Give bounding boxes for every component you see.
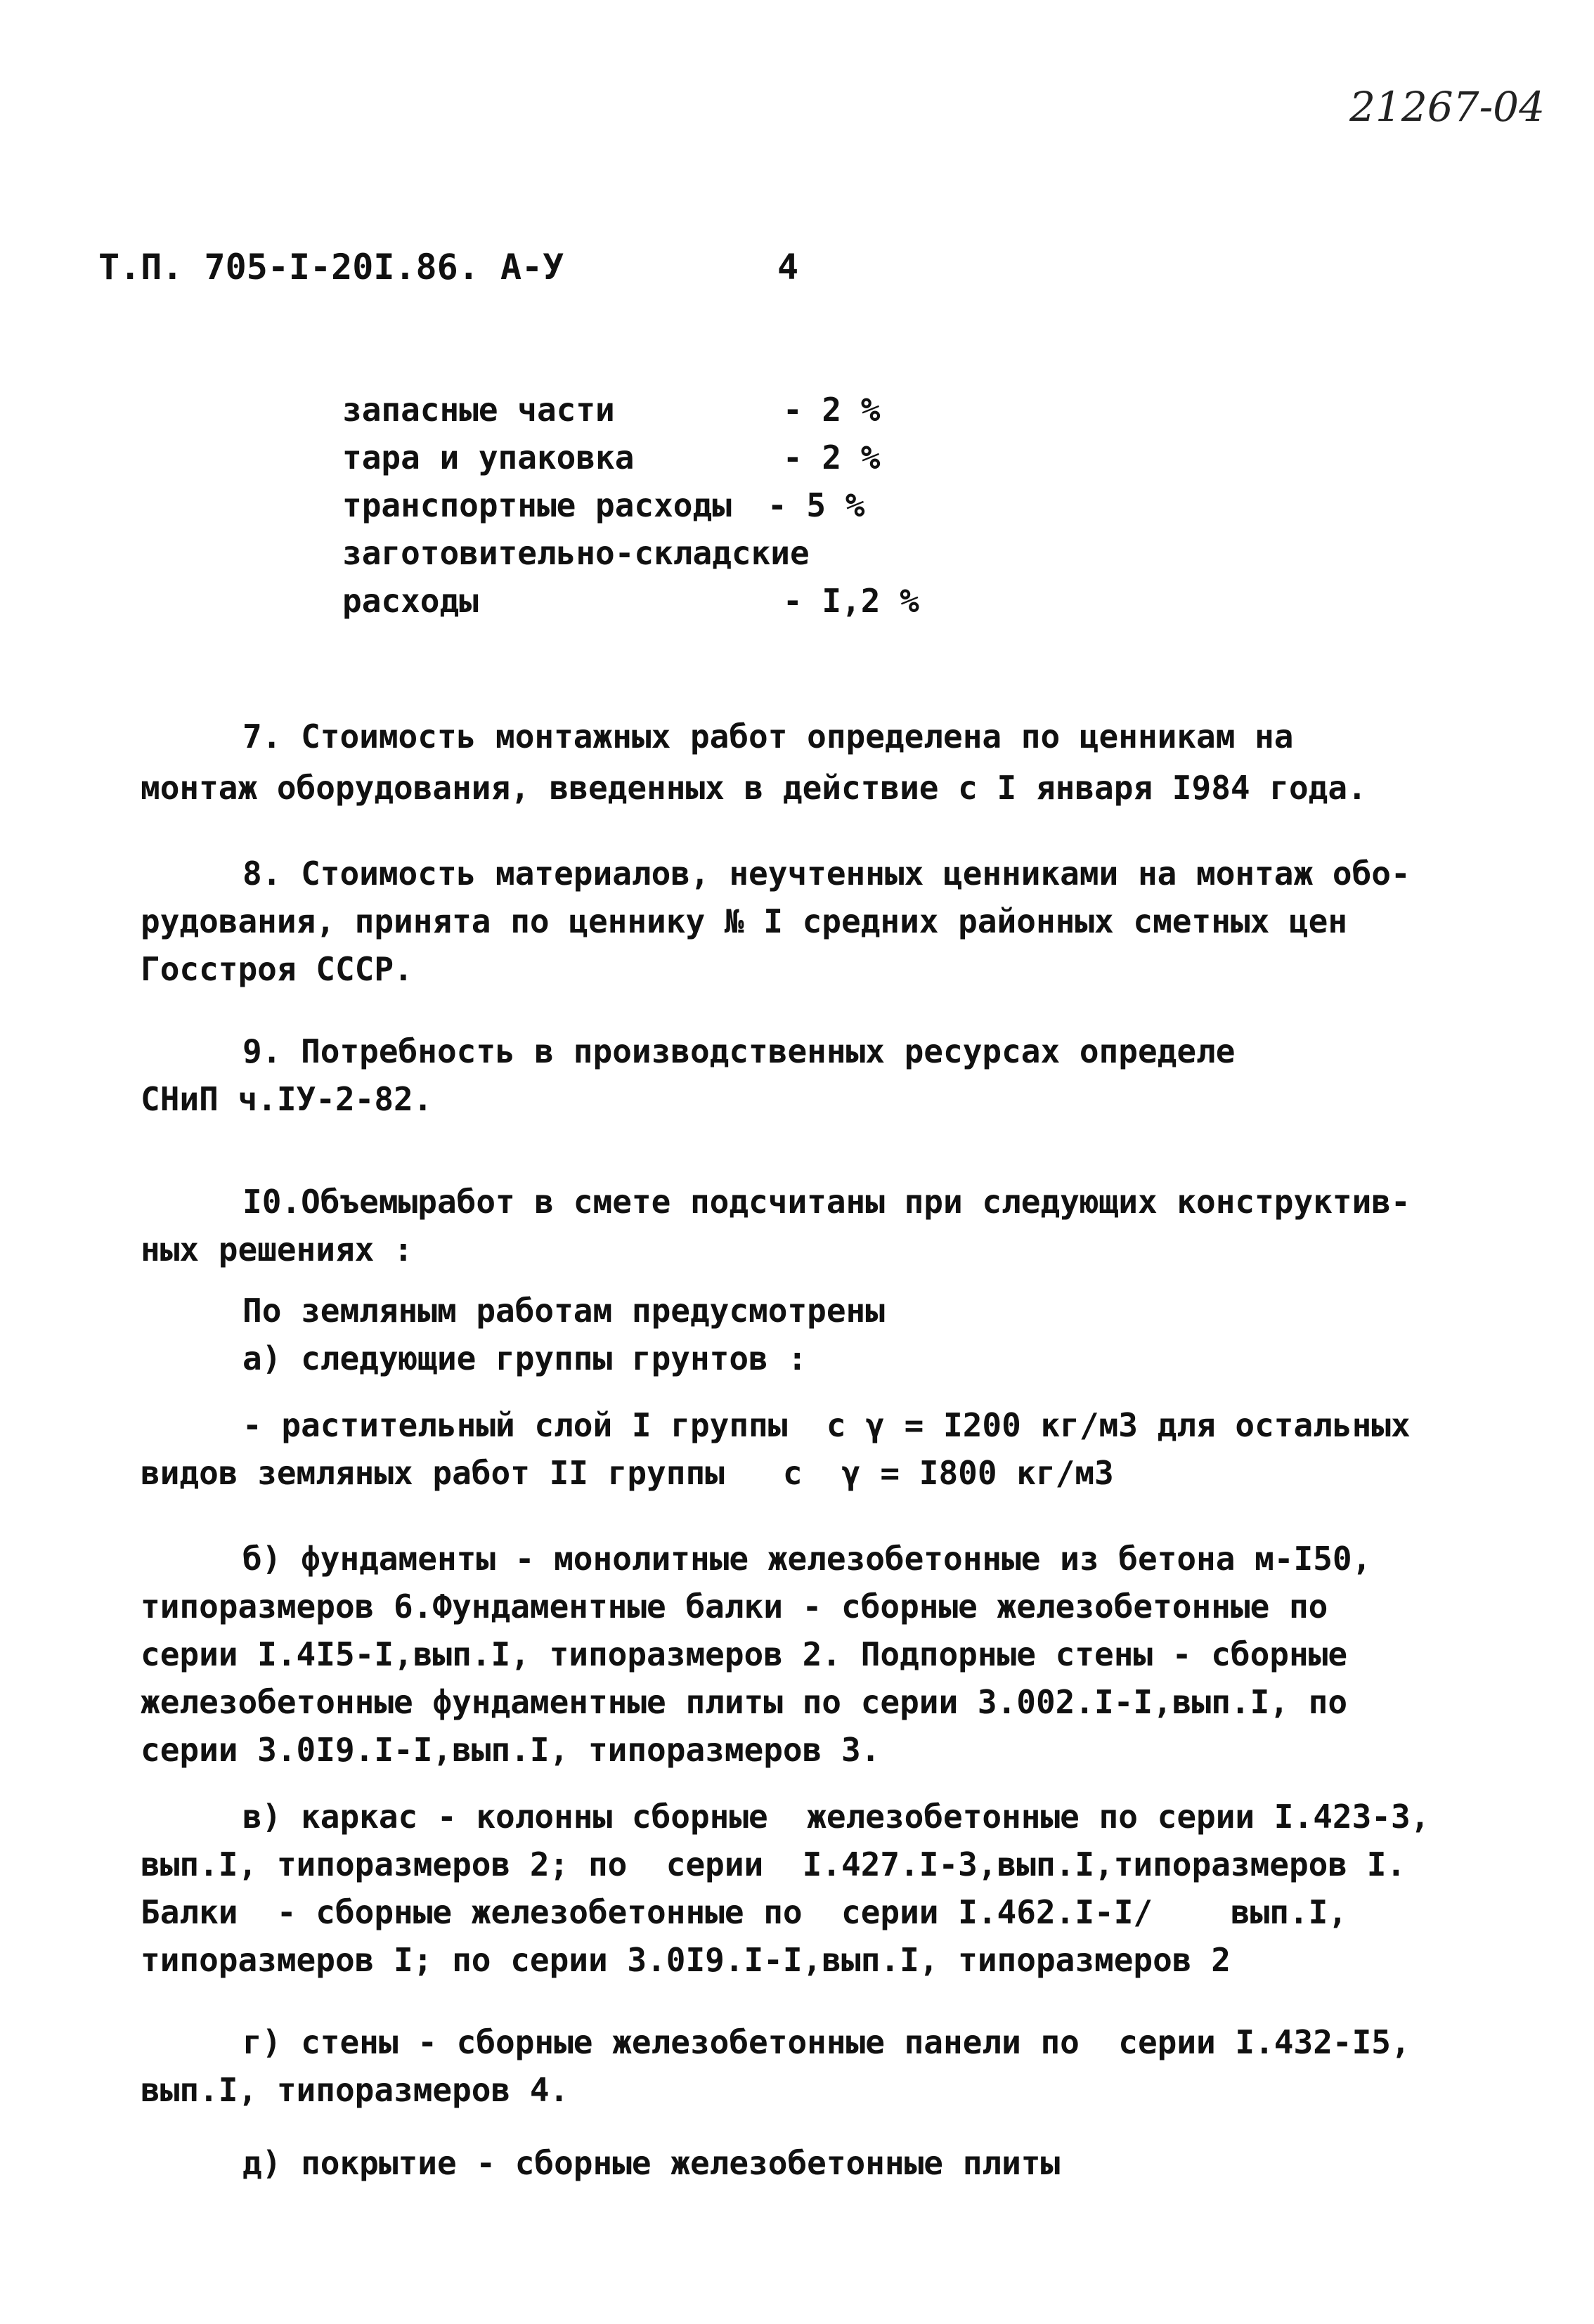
cost-value: - I,2 % xyxy=(783,582,919,620)
foundations-line: типоразмеров 6.Фундаментные балки - сборные железобетонные по xyxy=(141,1588,1328,1625)
paragraph-8-line: 8. Стоимость материалов, неучтенных ценниками на монтаж обо- xyxy=(242,855,1411,892)
cost-label: транспортные расходы xyxy=(342,486,732,524)
walls-line: вып.I, типоразмеров 4. xyxy=(141,2071,569,2109)
roofing-line: д) покрытие - сборные железобетонные плиты xyxy=(242,2144,1061,2182)
cost-label: тара и упаковка xyxy=(342,439,635,476)
frame-line: типоразмеров I; по серии 3.0I9.I-I,вып.I, типоразмеров 2 xyxy=(141,1941,1231,1979)
cost-label: расходы xyxy=(342,582,479,620)
cost-value: - 2 % xyxy=(783,391,881,429)
foundations-line: железобетонные фундаментные плиты по серии 3.002.I-I,вып.I, по xyxy=(141,1683,1348,1721)
archive-number: 21267-04 xyxy=(1349,83,1545,131)
frame-line: вып.I, типоразмеров 2; по серии I.427.I-3,вып.I,типоразмеров I. xyxy=(141,1845,1406,1883)
paragraph-9-line: 9. Потребность в производственных ресурсах определе xyxy=(242,1032,1236,1070)
paragraph-9-line: СНиП ч.IУ-2-82. xyxy=(141,1080,433,1118)
walls-line: г) стены - сборные железобетонные панели по серии I.432-I5, xyxy=(242,2023,1411,2061)
foundations-line: серии I.4I5-I,вып.I, типоразмеров 2. Подпорные стены - сборные xyxy=(141,1635,1348,1673)
paragraph-10-line: I0.Объемыработ в смете подсчитаны при следующих конструктив- xyxy=(242,1183,1411,1221)
earthworks-line: видов земляных работ II группы с γ = I800 кг/м3 xyxy=(141,1454,1114,1492)
foundations-line: б) фундаменты - монолитные железобетонные из бетона м-I50, xyxy=(242,1540,1372,1578)
frame-line: Балки - сборные железобетонные по серии I.462.I-I/ вып.I, xyxy=(141,1893,1348,1931)
paragraph-10-line: ных решениях : xyxy=(141,1231,413,1268)
paragraph-7-line: 7. Стоимость монтажных работ определена по ценникам на xyxy=(242,718,1294,755)
paragraph-8-line: рудования, принята по ценнику № I средних районных сметных цен xyxy=(141,902,1348,940)
page-number: 4 xyxy=(777,247,799,287)
earthworks-line: - растительный слой I группы с γ = I200 кг/м3 для остальных xyxy=(242,1406,1411,1444)
document-code: Т.П. 705-I-20I.86. А-У xyxy=(98,247,564,287)
foundations-line: серии 3.0I9.I-I,вып.I, типоразмеров 3. xyxy=(141,1731,881,1769)
cost-value: - 2 % xyxy=(783,439,881,476)
paragraph-8-line: Госстроя СССР. xyxy=(141,950,413,988)
cost-value: - 5 % xyxy=(767,486,865,524)
cost-label: запасные части xyxy=(342,391,615,429)
earthworks-line: По земляным работам предусмотрены xyxy=(242,1292,885,1330)
frame-line: в) каркас - колонны сборные железобетонные по серии I.423-3, xyxy=(242,1798,1430,1836)
paragraph-7-line: монтаж оборудования, введенных в действие с I января I984 года. xyxy=(141,769,1367,807)
earthworks-line: а) следующие группы грунтов : xyxy=(242,1339,808,1377)
cost-label: заготовительно-складские xyxy=(342,534,810,572)
